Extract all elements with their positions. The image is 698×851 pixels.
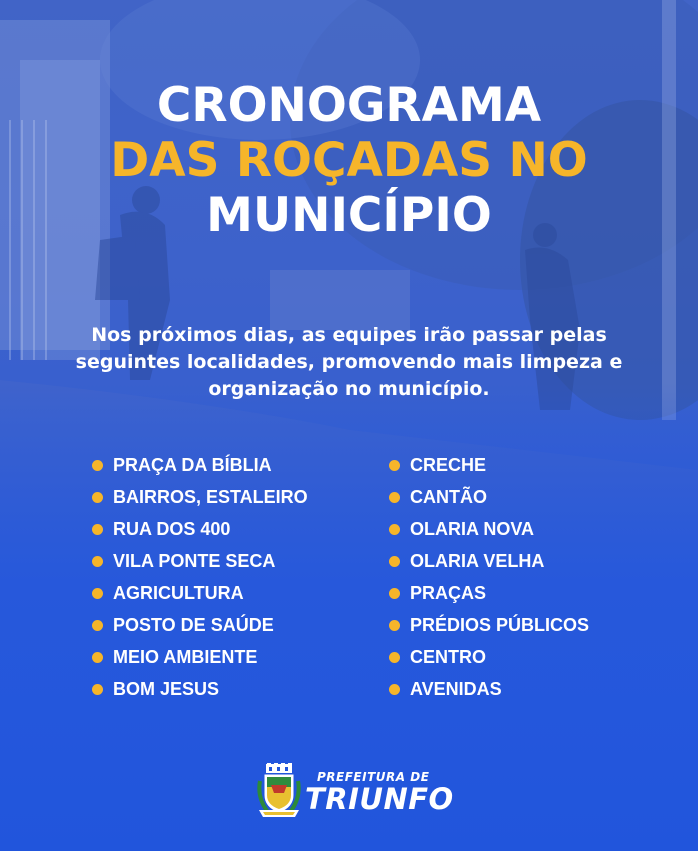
bullet-icon xyxy=(92,588,103,599)
list-item: BAIRROS, ESTALEIRO xyxy=(92,484,382,516)
bullet-icon xyxy=(92,684,103,695)
list-item: PRAÇA DA BÍBLIA xyxy=(92,452,382,484)
locations-list-right xyxy=(389,452,679,708)
bullet-icon xyxy=(92,620,103,631)
title-line-3: MUNICÍPIO xyxy=(206,188,492,243)
logo-subtitle: PREFEITURA DE xyxy=(317,770,430,784)
bullet-icon xyxy=(92,492,103,503)
list-item: OLARIA VELHA xyxy=(389,548,679,580)
list-item: OLARIA NOVA xyxy=(389,516,679,548)
list-item: CRECHE xyxy=(389,452,679,484)
list-item: MEIO AMBIENTE xyxy=(92,644,382,676)
list-item: PRÉDIOS PÚBLICOS xyxy=(389,612,679,644)
bullet-icon xyxy=(92,524,103,535)
bullet-icon xyxy=(389,620,400,631)
prefeitura-logo xyxy=(255,763,455,819)
bullet-icon xyxy=(92,652,103,663)
bullet-icon xyxy=(389,684,400,695)
bullet-icon xyxy=(389,524,400,535)
list-item: AGRICULTURA xyxy=(92,580,382,612)
municipal-crest-icon xyxy=(255,763,303,819)
bullet-icon xyxy=(389,460,400,471)
list-item: POSTO DE SAÚDE xyxy=(92,612,382,644)
list-item: RUA DOS 400 xyxy=(92,516,382,548)
intro-text: Nos próximos dias, as equipes irão passar pelas seguintes localidades, promovendo mais limpeza e organização no município. xyxy=(75,324,623,400)
list-item: PRAÇAS xyxy=(389,580,679,612)
bullet-icon xyxy=(389,492,400,503)
bullet-icon xyxy=(389,652,400,663)
list-item: CANTÃO xyxy=(389,484,679,516)
list-item: VILA PONTE SECA xyxy=(92,548,382,580)
list-item: BOM JESUS xyxy=(92,676,382,708)
bullet-icon xyxy=(389,588,400,599)
logo-name: TRIUNFO xyxy=(305,782,454,816)
bullet-icon xyxy=(389,556,400,567)
title-line-2: DAS ROÇADAS NO xyxy=(110,133,588,188)
bullet-icon xyxy=(92,460,103,471)
list-item: CENTRO xyxy=(389,644,679,676)
bullet-icon xyxy=(92,556,103,567)
title-line-1: CRONOGRAMA xyxy=(156,78,542,133)
locations-list-left xyxy=(92,452,382,708)
list-item: AVENIDAS xyxy=(389,676,679,708)
